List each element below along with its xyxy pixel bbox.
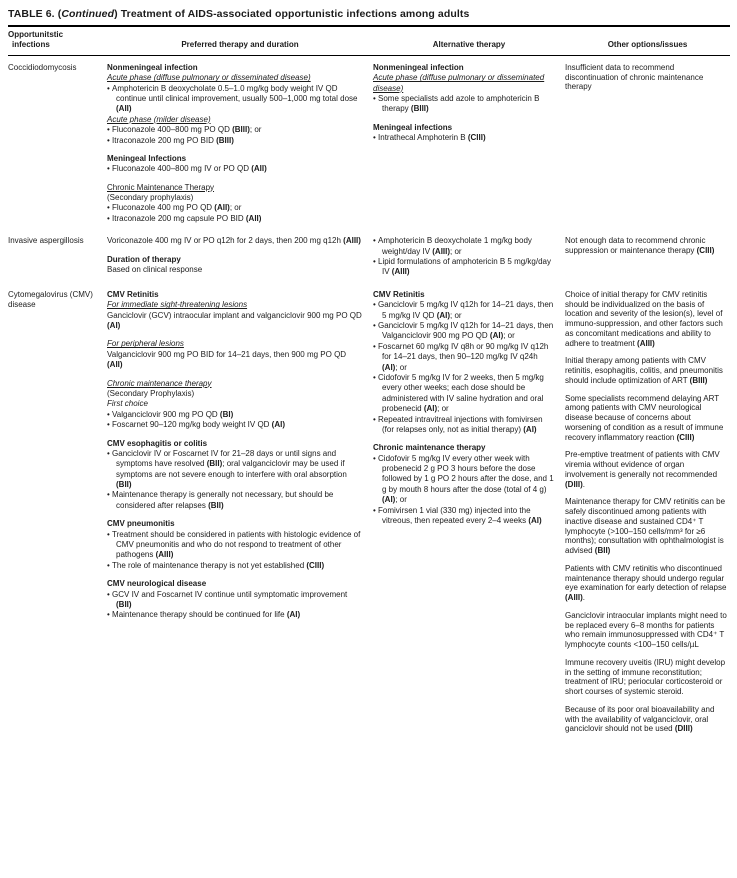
alternative-therapy-cell [373, 290, 565, 734]
bullet-item: • The role of maintenance therapy is not yet established (CIII) [107, 560, 325, 570]
col-header-preferred: Preferred therapy and duration [181, 40, 299, 50]
spacer [107, 571, 363, 579]
bullet-item: • Fomivirsen 1 vial (330 mg) injected into the vitreous, then repeated every 2–4 weeks (AI) [373, 505, 542, 526]
text-block: For immediate sight-threatening lesions [107, 300, 248, 310]
text-block: Pre-emptive treatment of patients with CMV viremia without evidence of organ involvement is generally not recommended (DIII). [565, 450, 720, 489]
table-title [8, 6, 730, 27]
preferred-therapy-cell [107, 290, 373, 734]
col-header-other: Other options/issues [607, 40, 688, 50]
section-heading: Nonmeningeal infection [107, 62, 198, 72]
section-heading: Duration of therapy [107, 254, 181, 264]
infection-cell: Invasive aspergillosis [8, 236, 84, 246]
section-heading: CMV Retinitis [373, 289, 425, 299]
section-heading: CMV esophagitis or colitis [107, 438, 208, 448]
section-heading: CMV Retinitis [107, 289, 159, 299]
section-heading: Meningeal Infections [107, 153, 187, 163]
bullet-item: • Foscarnet 90–120 mg/kg body weight IV QD (AI) [107, 420, 285, 430]
text-block: Choice of initial therapy for CMV retinitis should be individualized on the basis of location and severity of the lesion(s), level of immuno-suppression, and other factors such as concomitant medications and ability to adhere to treatment (AIII) [565, 289, 723, 348]
col-header-infections-line2: infections [12, 40, 50, 50]
text-block: Valganciclovir 900 mg PO BID for 14–21 days, then 900 mg PO QD (AII) [107, 349, 347, 370]
bullet-item: • Foscarnet 60 mg/kg IV q8h or 90 mg/kg IV q12h for 14–21 days, then 90–120 mg/kg IV q24h (AI); or [373, 341, 549, 372]
text-block: Ganciclovir (GCV) intraocular implant and valganciclovir 900 mg PO QD (AI) [107, 310, 362, 330]
bullet-item: • Maintenance therapy should be continued for life (AI) [107, 610, 301, 620]
bullet-item: • Fluconazole 400–800 mg IV or PO QD (AII) [107, 164, 267, 174]
table-row [8, 236, 730, 278]
text-block: Based on clinical response [107, 265, 203, 275]
bullet-item: • Repeated intravitreal injections with fomivirsen (for relapses only, not as initial therapy) (AI) [373, 414, 543, 434]
spacer [373, 435, 555, 443]
preferred-therapy-cell [107, 63, 373, 224]
text-block: Maintenance therapy for CMV retinitis can be safely discontinued among patients with inactive disease and sustained CD4⁺ T lymphocyte (>100–150 cells/mm³ for ≥6 months); consultation with ophthalmologist is advised (BII) [565, 497, 726, 556]
text-block: Not enough data to recommend chronic suppression or maintenance therapy (CIII) [565, 236, 715, 255]
text-block: Some specialists recommend delaying ART among patients with CMV neurological disease because of concerns about worsening of condition as a result of immune recovery inflammatory reaction (CIII) [565, 393, 724, 442]
text-block: Chronic Maintenance Therapy [107, 182, 215, 192]
alternative-therapy-cell [373, 236, 565, 278]
spacer [107, 511, 363, 519]
spacer [565, 489, 728, 497]
text-block: Acute phase (diffuse pulmonary or disseminated disease) [373, 73, 545, 93]
section-heading: Nonmeningeal infection [373, 62, 464, 72]
section-heading: Meningeal infections [373, 122, 453, 132]
bullet-item: • Intrathecal Amphoterin B (CIII) [373, 133, 486, 143]
bullet-item: • Fluconazole 400–800 mg PO QD (BIII); or [107, 125, 262, 135]
spacer [107, 247, 363, 255]
spacer [107, 175, 363, 183]
bullet-item: • Valganciclovir 900 mg PO QD (BI) [107, 409, 234, 419]
bullet-item: • Treatment should be considered in patients with histologic evidence of CMV pneumonitis and who do not respond to treatment of other pathogens (AIII) [107, 529, 361, 560]
col-header-alternative: Alternative therapy [432, 40, 506, 50]
preferred-therapy-cell [107, 236, 373, 278]
infection-cell: Cytomegalovirus (CMV) disease [8, 289, 93, 310]
other-options-cell [565, 290, 730, 734]
spacer [373, 115, 555, 123]
bullet-item: • Cidofovir 5 mg/kg IV every other week with probenecid 2 g PO 3 hours before the dose followed by 1 g PO 2 hours after the dose, and 1 g by mouth 8 hours after the dose (total of 4 g) (AI); or [373, 453, 554, 505]
text-block: Voriconazole 400 mg IV or PO q12h for 2 days, then 200 mg q12h (AIII) [107, 236, 361, 246]
bullet-item: • Lipid formulations of amphotericin B 5 mg/kg/day IV (AIII) [373, 257, 551, 277]
text-block: For peripheral lesions [107, 339, 184, 349]
table-body [8, 56, 730, 734]
text-block: Because of its poor oral bioavailability and with the availability of valganciclovir, oral ganciclovir should not be used (DIII) [565, 704, 715, 734]
alternative-therapy-cell [373, 63, 565, 224]
text-block: Immune recovery uveitis (IRU) might develop in the setting of immune reconstitution; treatment of IRU; periocular corticosteroid or short courses of systemic steroid. [565, 657, 726, 697]
spacer [107, 431, 363, 439]
spacer [565, 650, 728, 658]
bullet-item: • Ganciclovir 5 mg/kg IV q12h for 14–21 days, then 5 mg/kg IV QD (AI); or [373, 300, 554, 320]
text-block: Acute phase (milder disease) [107, 114, 211, 124]
bullet-item: • Amphotericin B deoxycholate 1 mg/kg body weight/day IV (AIII); or [373, 236, 532, 256]
bullet-item: • Itraconazole 200 mg PO BID (BIII) [107, 135, 234, 145]
spacer [107, 146, 363, 154]
bullet-item: • Fluconazole 400 mg PO QD (AII); or [107, 203, 242, 213]
text-block: Insufficient data to recommend discontinuation of chronic maintenance therapy [565, 62, 704, 92]
infection-cell: Coccidiodomycosis [8, 62, 77, 72]
other-options-cell [565, 63, 730, 224]
table-row [8, 290, 730, 734]
bullet-item: • Itraconazole 200 mg capsule PO BID (AII) [107, 213, 262, 223]
bullet-item: • Amphotericin B deoxycholate 0.5–1.0 mg/kg body weight IV QD continue until clinical improvement, usually 500–1,000 mg total dose (AII) [107, 83, 358, 114]
bullet-item: • GCV IV and Foscarnet IV continue until symptomatic improvement (BII) [107, 589, 348, 609]
text-block: (Secondary Prophylaxis) [107, 388, 195, 398]
bullet-item: • Some specialists add azole to amphotericin B therapy (BIII) [373, 93, 540, 114]
table-title-text: ) Treatment of AIDS-associated opportunistic infections among adults [114, 8, 470, 20]
spacer [565, 556, 728, 564]
spacer [565, 603, 728, 611]
text-block: Acute phase (diffuse pulmonary or disseminated disease) [107, 73, 311, 83]
col-header-infections [8, 30, 107, 51]
spacer [565, 442, 728, 450]
table-title-prefix: TABLE 6. ( [8, 8, 62, 20]
bullet-item: • Ganciclovir 5 mg/kg IV q12h for 14–21 days, then Valganciclovir 900 mg PO QD (AI); or [373, 320, 554, 341]
bullet-item: • Cidofovir 5 mg/kg IV for 2 weeks, then 5 mg/kg every other weeks; each dose should be administered with IV saline hydration and oral probenecid (AI); or [373, 372, 544, 414]
text-block: (Secondary prophylaxis) [107, 193, 194, 203]
section-heading: Chronic maintenance therapy [373, 443, 486, 453]
text-block: Initial therapy among patients with CMV retinitis, esophagitis, colitis, and pneumonitis should include optimization of ART (BIII) [565, 356, 723, 385]
spacer [565, 697, 728, 705]
spacer [565, 386, 728, 394]
spacer [107, 371, 363, 379]
other-options-cell [565, 236, 730, 278]
section-heading: CMV neurological disease [107, 579, 207, 589]
spacer [565, 348, 728, 356]
bullet-item: • Maintenance therapy is generally not necessary, but should be considered after relapses (BII) [107, 490, 334, 510]
col-header-infections-line1: Opportunitstic [8, 30, 64, 39]
column-headers [8, 27, 730, 56]
table-title-continued: Continued [61, 8, 115, 20]
section-heading: CMV pneumonitis [107, 519, 175, 529]
table-row [8, 63, 730, 224]
bullet-item: • Ganciclovir IV or Foscarnet IV for 21–28 days or until signs and symptoms have resolved (BII); oral valganciclovir may be used if symptoms are not severe enough to interfere with oral absorption (BII) [107, 448, 347, 490]
text-block: Chronic maintenance therapy [107, 378, 212, 388]
spacer [107, 331, 363, 339]
text-block: Ganciclovir intraocular implants might need to be replaced every 6–8 months for patients who remain immunosuppressed with CD4⁺ T lymphocyte counts <100–150 cells/µL [565, 610, 727, 650]
text-block: First choice [107, 399, 148, 409]
text-block: Patients with CMV retinitis who discontinued maintenance therapy should undergo regular eye examination for early detection of relapse (AIII). [565, 563, 727, 603]
